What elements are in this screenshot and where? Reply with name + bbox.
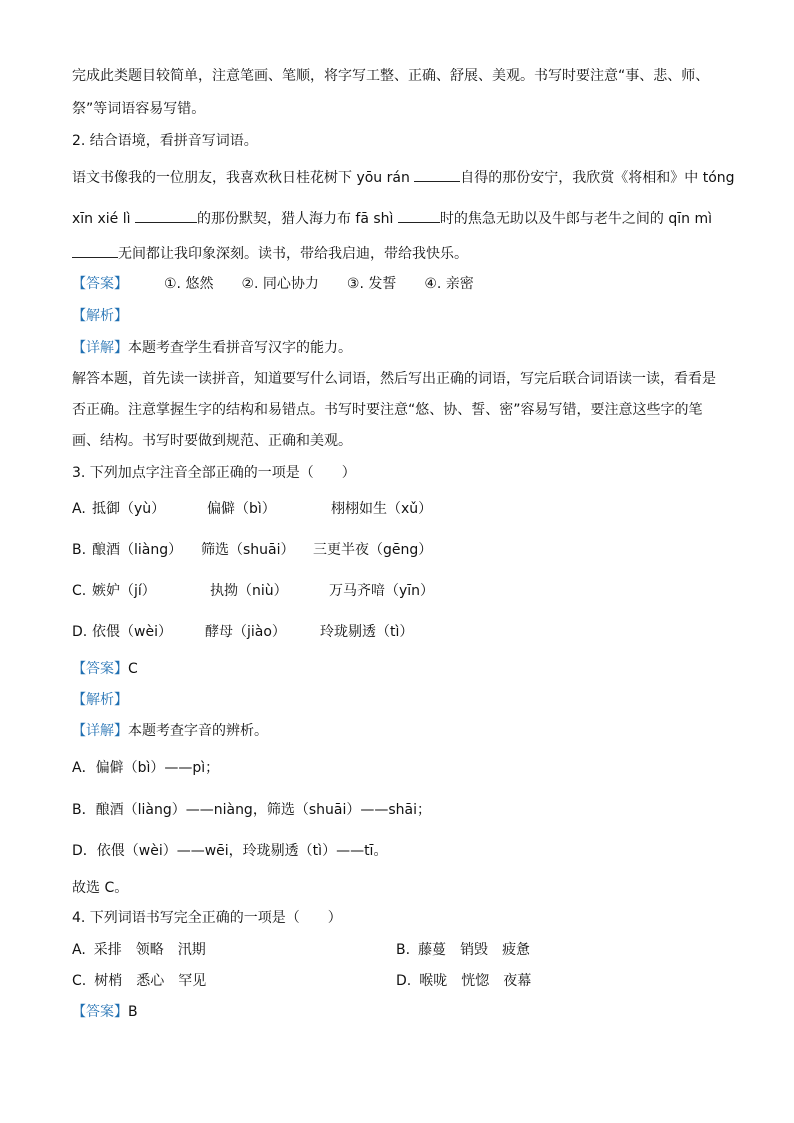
- q2-p1a: 语文书像我的一位朋友，我喜欢秋日桂花树下 yōu rán: [72, 170, 415, 186]
- blank-1: [414, 167, 460, 182]
- q2-p1b: 自得的那份安宁，我欣赏《将相和》中 tóng: [460, 170, 735, 186]
- q4-option-d-letter: D.: [396, 973, 412, 989]
- q3-option-d-item-1: 依偎（wèi）: [92, 624, 172, 640]
- q2-p2a: xīn xié lì: [72, 211, 135, 227]
- answer-tag: 【答案】: [72, 276, 128, 292]
- q4-option-b: [396, 940, 530, 960]
- q2-explanation-1: 解答本题，首先读一读拼音，知道要写什么词语，然后写出正确的词语，写完后联合词语读一读，看看是: [72, 371, 716, 387]
- q4-option-d-item-3: 夜幕: [503, 973, 532, 989]
- detail-tag: 【详解】: [72, 340, 128, 356]
- answer-tag: 【答案】: [72, 661, 128, 677]
- q3-option-c-item-2: 执拗（niù）: [210, 583, 288, 599]
- q2-answer-4: ④. 亲密: [424, 276, 474, 292]
- q4-option-b-letter: B.: [396, 942, 411, 958]
- q2-detail-text: 本题考查学生看拼音写汉字的能力。: [128, 340, 352, 356]
- q4-option-b-item-2: 销毁: [460, 942, 489, 958]
- q2-answer-2: ②. 同心协力: [241, 276, 319, 292]
- q3-answer-row: [72, 659, 138, 679]
- q4-option-a-item-2: 领略: [135, 942, 164, 958]
- q3-option-a-item-1: 抵御（yù）: [92, 501, 166, 517]
- q3-option-a-letter: A.: [72, 501, 86, 517]
- q2-answer-3: ③. 发誓: [346, 276, 397, 292]
- q2-passage-line-1: [72, 167, 735, 188]
- q3-detail-text: 本题考查字音的辨析。: [128, 723, 268, 739]
- q2-passage-line-3: [72, 243, 468, 264]
- q4-option-d-item-1: 喉咙: [419, 973, 448, 989]
- q4-option-d: [396, 971, 531, 991]
- q2-detail: [72, 338, 352, 358]
- q2-p2b: 的那份默契，猎人海力布 fā shì: [196, 211, 398, 227]
- q4-option-d-item-2: 恍惚: [461, 973, 490, 989]
- q2-explanation-2: 否正确。注意掌握生字的结构和易错点。书写时要注意“悠、协、誓、密”容易写错，要注意这些字的笔: [72, 402, 703, 418]
- q3-detail: [72, 721, 268, 741]
- q3-option-a-item-2: 偏僻（bì）: [207, 501, 276, 517]
- q3-option-d-item-3: 玲珑剔透（tì）: [320, 624, 414, 640]
- q2-answer-1: ①. 悠然: [164, 276, 214, 292]
- q2-p3b: 无间都让我印象深刻。读书，带给我启迪，带给我快乐。: [118, 246, 468, 262]
- q2-title: 2. 结合语境，看拼音写词语。: [72, 133, 258, 149]
- q4-option-c-item-2: 悉心: [136, 973, 165, 989]
- q3-correction-a: A．偏僻（bì）——pì；: [72, 760, 220, 776]
- blank-4: [72, 243, 118, 258]
- q3-option-d-item-2: 酵母（jiào）: [205, 624, 286, 640]
- q3-option-b-letter: B.: [72, 542, 87, 558]
- intro-line-1: 完成此类题目较简单，注意笔画、笔顺，将字写工整、正确、舒展、美观。书写时要注意“事、悲、师、: [72, 68, 710, 84]
- intro-line-2: 祭”等词语容易写错。: [72, 101, 206, 117]
- q3-analysis-tag: 【解析】: [72, 692, 128, 708]
- q4-option-a-letter: A.: [72, 942, 86, 958]
- q4-option-b-item-3: 疲惫: [502, 942, 531, 958]
- q4-option-c-item-3: 罕见: [178, 973, 207, 989]
- q3-option-c-letter: C.: [72, 583, 87, 599]
- q3-option-c-item-3: 万马齐喑（yīn）: [329, 583, 435, 599]
- blank-2: [135, 208, 197, 223]
- q3-correction-b: B．酿酒（liàng）——niàng，筛选（shuāi）——shāi；: [72, 802, 431, 818]
- q4-title: 4. 下列词语书写完全正确的一项是（ ）: [72, 910, 342, 926]
- q2-explanation-3: 画、结构。书写时要做到规范、正确和美观。: [72, 433, 352, 449]
- blank-3: [398, 208, 440, 223]
- q4-answer-row: [72, 1002, 138, 1022]
- q3-option-d-letter: D.: [72, 624, 88, 640]
- q4-option-a-item-3: 汛期: [177, 942, 206, 958]
- detail-tag: 【详解】: [72, 723, 128, 739]
- q4-option-b-item-1: 藤蔓: [418, 942, 447, 958]
- q4-option-c-letter: C.: [72, 973, 87, 989]
- q3-option-c-item-1: 嫉妒（jí）: [92, 583, 156, 599]
- q2-passage-line-2: [72, 208, 712, 229]
- q4-answer: B: [128, 1004, 138, 1020]
- q3-option-b-item-1: 酿酒（liàng）: [92, 542, 183, 558]
- q4-option-c: [72, 971, 206, 991]
- q4-option-a: [72, 940, 206, 960]
- answer-tag: 【答案】: [72, 1004, 128, 1020]
- q3-option-b-item-3: 三更半夜（gēng）: [313, 542, 433, 558]
- q2-analysis-tag: 【解析】: [72, 308, 128, 324]
- q3-title: 3. 下列加点字注音全部正确的一项是（ ）: [72, 465, 356, 481]
- q3-conclusion: 故选 C。: [72, 880, 129, 896]
- q3-answer: C: [128, 661, 138, 677]
- q2-answer-row: [72, 274, 474, 294]
- q3-option-b-item-2: 筛选（shuāi）: [201, 542, 295, 558]
- q4-option-a-item-1: 采排: [93, 942, 122, 958]
- q3-correction-d: D．依偎（wèi）——wēi，玲珑剔透（tì）——tī。: [72, 843, 388, 859]
- q3-option-a-item-3: 栩栩如生（xǔ）: [331, 501, 433, 517]
- q2-p2c: 时的焦急无助以及牛郎与老牛之间的 qīn mì: [439, 211, 712, 227]
- q4-option-c-item-1: 树梢: [94, 973, 123, 989]
